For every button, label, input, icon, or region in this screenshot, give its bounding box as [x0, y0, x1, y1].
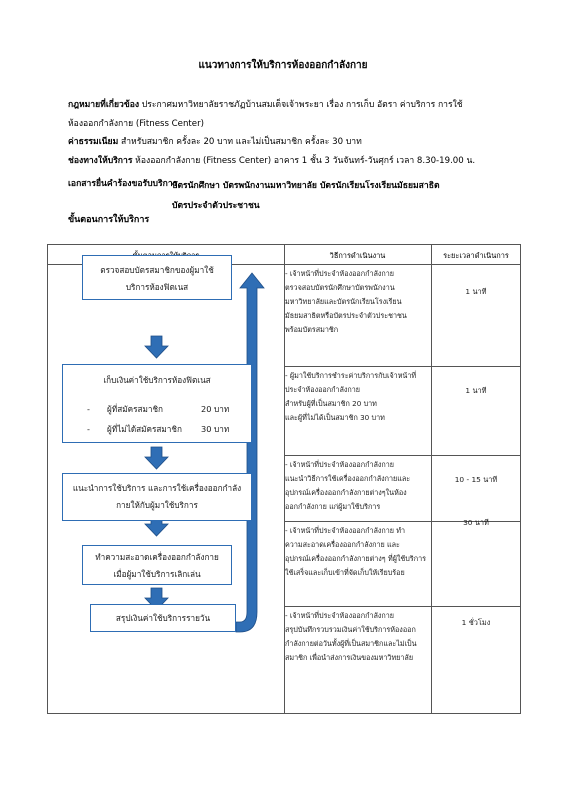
row-4-line: ความสะอาดเครื่องออกกำลังกาย และ	[285, 540, 400, 549]
row-2-line: - ผู้มาใช้บริการชำระค่าบริการกับเจ้าหน้าที่	[285, 371, 417, 380]
law-label: กฎหมายที่เกี่ยวข้อง	[68, 100, 140, 110]
flow-step-check-card-text: ตรวจสอบบัตรสมาชิกของผู้มาใช้บริการห้องฟิตเนส	[100, 265, 214, 292]
flow-step-collect-fee	[62, 364, 252, 443]
row-4-line: ใช้เสร็จและเก็บเข้าที่จัดเก็บให้เรียบร้อย	[285, 568, 405, 577]
channel-text: ห้องออกกำลังกาย (Fitness Center) อาคาร 1 ชั้น 3 วันจันทร์-วันศุกร์ เวลา 8.30-19.00 น.	[132, 156, 476, 166]
flow-step-instruct	[62, 473, 252, 521]
row-2-line: ประจำห้องออกกำลังกาย	[285, 385, 360, 394]
row-5-line: สรุปบันทึกรวบรวมเงินค่าใช้บริการห้องออก	[285, 625, 416, 634]
row-2-duration: 1 นาที	[465, 386, 487, 395]
nonmember-label: ผู้ที่ไม่ได้สมัครสมาชิก	[107, 424, 182, 434]
row-1-line: - เจ้าหน้าที่ประจำห้องออกกำลังกาย	[285, 269, 394, 278]
row-3-line: ออกกำลังกาย แก่ผู้มาใช้บริการ	[285, 502, 381, 511]
steps-heading: ขั้นตอนการให้บริการ	[68, 215, 150, 225]
row-4-duration: 30 นาที	[463, 518, 489, 527]
row-1-line: ตรวจสอบบัตรนักศึกษาบัตรพนักงาน	[285, 283, 395, 292]
row-1-duration: 1 นาที	[465, 287, 487, 296]
row-1-line: มัธยมสาธิตหรือบัตรประจำตัวประชาชน	[285, 311, 407, 320]
bullet-dash: -	[87, 404, 90, 414]
fee-text: สำหรับสมาชิก ครั้งละ 20 บาท และไม่เป็นสมาชิก ครั้งละ 30 บาท	[118, 137, 362, 147]
fee-label: ค่าธรรมเนียม	[68, 137, 119, 147]
row-4-line: อุปกรณ์เครื่องออกกำลังกายต่างๆ ที่ผู้ใช้บริการ	[285, 554, 426, 563]
flow-step-clean-text: ทำความสะอาดเครื่องออกกำลังกายเมื่อผู้มาใช้บริการเลิกเล่น	[95, 552, 219, 579]
flow-step-summary-text: สรุปเงินค่าใช้บริการรายวัน	[115, 613, 211, 623]
row-3-line: แนะนำวิธีการใช้เครื่องออกกำลังกายและ	[285, 474, 411, 483]
row-1-line: มหาวิทยาลัยและบัตรนักเรียนโรงเรียน	[285, 297, 402, 306]
row-2-line: สำหรับผู้ที่เป็นสมาชิก 20 บาท	[285, 399, 377, 408]
member-fee: 20 บาท	[201, 404, 230, 414]
flow-step-summary	[90, 604, 236, 632]
collect-fee-title: เก็บเงินค่าใช้บริการห้องฟิตเนส	[103, 375, 211, 385]
row-3-duration: 10 - 15 นาที	[454, 475, 498, 484]
row-3-line: อุปกรณ์เครื่องออกกำลังกายต่างๆในห้อง	[285, 488, 407, 497]
flow-step-clean	[82, 545, 232, 585]
documents-label: เอกสารยื่นคำร้องขอรับบริการ	[68, 179, 178, 189]
flow-step-instruct-text: แนะนำการใช้บริการ และการใช้เครื่องออกกำลังกายให้กับผู้มาใช้บริการ	[72, 483, 242, 510]
row-2-line: และผู้ที่ไม่ได้เป็นสมาชิก 30 บาท	[285, 413, 385, 422]
row-3-line: - เจ้าหน้าที่ประจำห้องออกกำลังกาย	[285, 460, 394, 469]
row-1-line: พร้อมบัตรสมาชิก	[285, 325, 339, 334]
row-5-duration: 1 ชั่วโมง	[461, 618, 491, 627]
documents-line1: บัตรนักศึกษา บัตรพนักงานมหาวิทยาลัย บัตรนักเรียนโรงเรียนมัธยมสาธิต	[172, 181, 440, 191]
nonmember-fee: 30 บาท	[201, 424, 230, 434]
flow-step-check-card	[82, 255, 232, 300]
return-arrow-icon	[236, 273, 264, 632]
law-text-line1: ประกาศมหาวิทยาลัยราชภัฏบ้านสมเด็จเจ้าพระยา เรื่อง การเก็บ อัตรา ค่าบริการ การใช้	[139, 100, 463, 110]
row-4-line: - เจ้าหน้าที่ประจำห้องออกกำลังกาย ทำ	[285, 526, 406, 535]
bullet-dash: -	[87, 424, 90, 434]
documents-line2: บัตรประจำตัวประชาชน	[172, 201, 260, 211]
law-text-line2: ห้องออกกำลังกาย (Fitness Center)	[68, 119, 204, 129]
header-duration: ระยะเวลาดำเนินการ	[443, 251, 509, 260]
row-5-line: สมาชิก เพื่อนำส่งการเงินของมหาวิทยาลัย	[285, 653, 414, 662]
row-5-line: - เจ้าหน้าที่ประจำห้องออกกำลังกาย	[285, 611, 394, 620]
page-title: แนวทางการให้บริการห้องออกกำลังกาย	[198, 60, 368, 71]
row-5-line: กำลังกายต่อวันทั้งผู้ที่เป็นสมาชิกและไม่เป็น	[285, 639, 417, 648]
down-arrow-icon	[145, 447, 168, 469]
header-method: วิธีการดำเนินงาน	[329, 251, 386, 260]
down-arrow-icon	[145, 336, 168, 358]
member-label: ผู้ที่สมัครสมาชิก	[107, 404, 163, 414]
channel-label: ช่องทางให้บริการ	[68, 156, 133, 166]
